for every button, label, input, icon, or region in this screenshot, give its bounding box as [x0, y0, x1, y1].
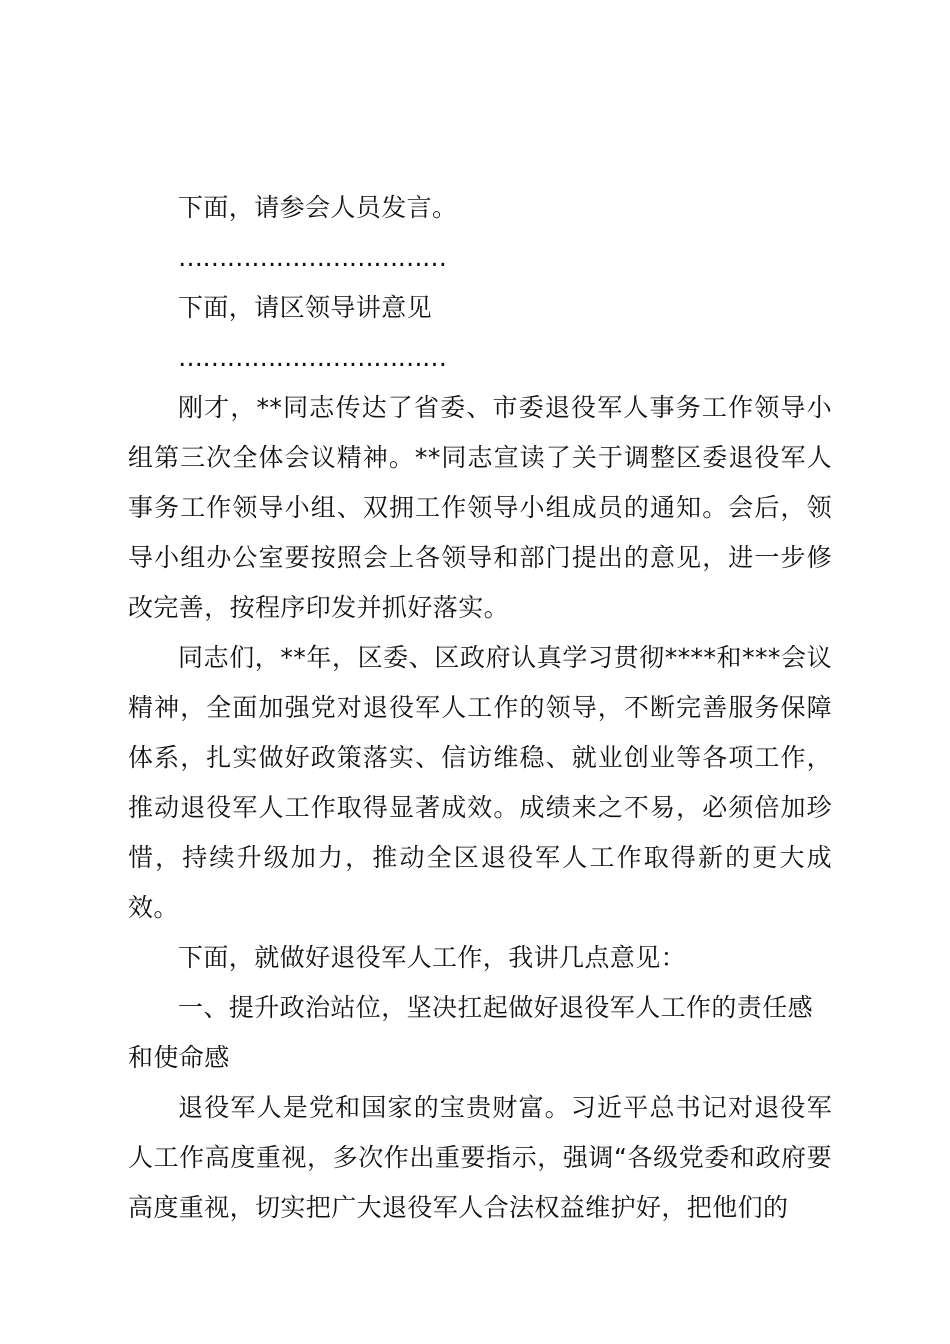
paragraph-district-leader-invite: 下面，请区领导讲意见 [178, 293, 433, 322]
paragraph-meeting-summary: 刚才，**同志传达了省委、市委退役军人事务工作领导小组第三次全体会议精神。**同志宣读了关于调整区委退役军人事务工作领导小组、双拥工作领导小组成员的通知。会后，领导小组办公室要按照会上各领导和部门提出的意见，进一步修改完善，按程序印发并抓好落实。 [128, 393, 832, 622]
document-body [128, 183, 832, 1233]
section-heading-one: 一、提升政治站位，坚决扛起做好退役军人工作的责任感和使命感 [128, 993, 814, 1072]
ellipsis-separator: …………………………… [178, 243, 447, 272]
ellipsis-separator: …………………………… [178, 343, 447, 372]
paragraph-veterans-value: 退役军人是党和国家的宝贵财富。习近平总书记对退役军人工作高度重视，多次作出重要指示，强调“各级党委和政府要高度重视，切实把广大退役军人合法权益维护好，把他们的 [128, 1093, 832, 1222]
paragraph-opinions-intro: 下面，就做好退役军人工作，我讲几点意见： [178, 943, 687, 972]
paragraph-speakers-invite: 下面，请参会人员发言。 [178, 193, 458, 222]
paragraph-achievements: 同志们，**年，区委、区政府认真学习贯彻****和***会议精神，全面加强党对退役军人工作的领导，不断完善服务保障体系，扎实做好政策落实、信访维稳、就业创业等各项工作，推动退役军人工作取得显著成效。成绩来之不易，必须倍加珍惜，持续升级加力，推动全区退役军人工作取得新的更大成效。 [128, 643, 832, 922]
